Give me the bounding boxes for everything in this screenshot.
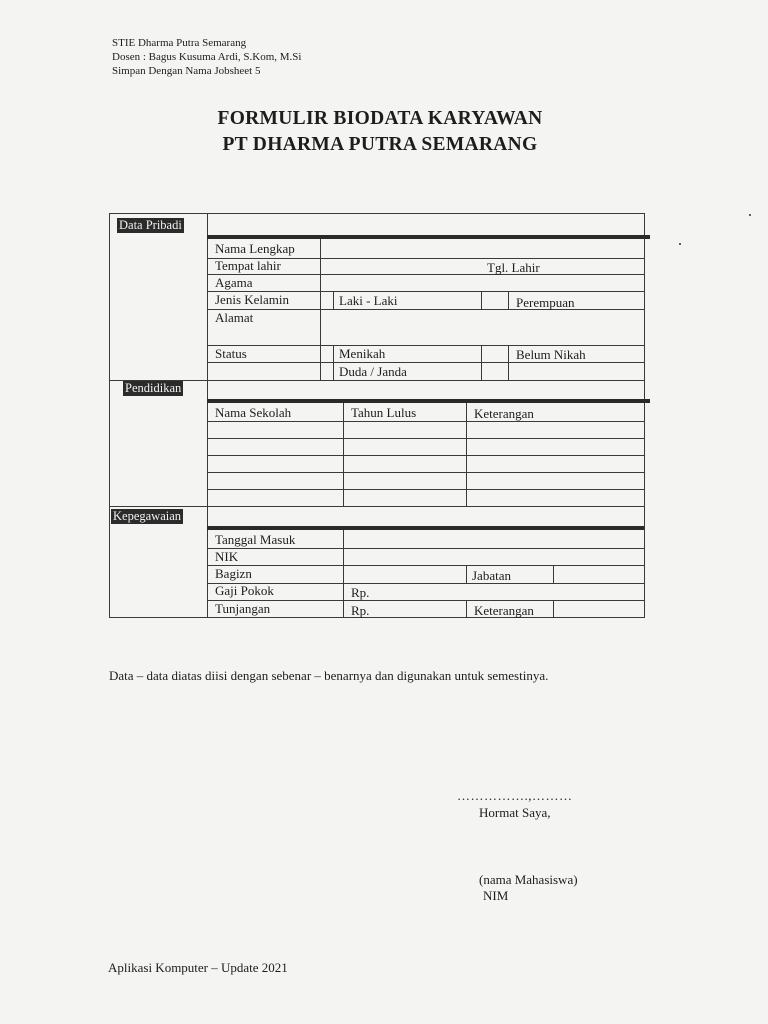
scan-speck xyxy=(749,214,751,216)
signature-nim: NIM xyxy=(483,888,509,903)
declaration-text: Data – data diatas diisi dengan sebenar – benarnya dan digunakan untuk semestinya. xyxy=(109,668,549,683)
closing-hormat-saya: Hormat Saya, xyxy=(479,805,551,820)
header-lecturer: Dosen : Bagus Kusuma Ardi, S.Kom, M.Si xyxy=(112,51,302,63)
label-jabatan: Jabatan xyxy=(472,568,511,583)
section-label-kepegawaian: Kepegawaian xyxy=(113,509,182,523)
currency-gaji: Rp. xyxy=(351,585,370,600)
option-menikah: Menikah xyxy=(339,346,386,361)
footer-course: Aplikasi Komputer – Update 2021 xyxy=(108,960,288,975)
currency-tunjangan: Rp. xyxy=(351,603,370,618)
column-header-tahun-lulus: Tahun Lulus xyxy=(351,405,417,420)
label-tempat-lahir: Tempat lahir xyxy=(215,258,281,273)
header-save-instruction: Simpan Dengan Nama Jobsheet 5 xyxy=(112,65,261,77)
label-tanggal-masuk: Tanggal Masuk xyxy=(215,532,296,547)
option-perempuan: Perempuan xyxy=(516,295,575,310)
label-bagian: Bagizn xyxy=(215,566,252,581)
column-header-nama-sekolah: Nama Sekolah xyxy=(215,405,292,420)
option-duda-janda: Duda / Janda xyxy=(339,364,407,379)
label-tunjangan: Tunjangan xyxy=(215,601,271,616)
option-laki-laki: Laki - Laki xyxy=(339,293,398,308)
label-nama-lengkap: Nama Lengkap xyxy=(215,241,295,256)
section-label-pendidikan: Pendidikan xyxy=(125,381,182,395)
label-keterangan: Keterangan xyxy=(474,603,534,618)
place-date-dots: …………….,……… xyxy=(457,788,573,803)
column-header-keterangan: Keterangan xyxy=(474,406,534,421)
option-belum-nikah: Belum Nikah xyxy=(516,347,586,362)
form-title: FORMULIR BIODATA KARYAWAN xyxy=(217,108,543,129)
label-status: Status xyxy=(215,346,247,361)
label-jenis-kelamin: Jenis Kelamin xyxy=(215,292,290,307)
label-tgl-lahir: Tgl. Lahir xyxy=(487,260,540,275)
company-title: PT DHARMA PUTRA SEMARANG xyxy=(222,134,538,155)
scan-speck xyxy=(679,243,681,245)
header-institution: STIE Dharma Putra Semarang xyxy=(112,37,247,49)
label-gaji-pokok: Gaji Pokok xyxy=(215,583,274,598)
label-agama: Agama xyxy=(215,275,253,290)
label-nik: NIK xyxy=(215,549,239,564)
section-label-data-pribadi: Data Pribadi xyxy=(119,218,182,232)
label-alamat: Alamat xyxy=(215,310,254,325)
signature-student-name: (nama Mahasiswa) xyxy=(479,872,578,887)
